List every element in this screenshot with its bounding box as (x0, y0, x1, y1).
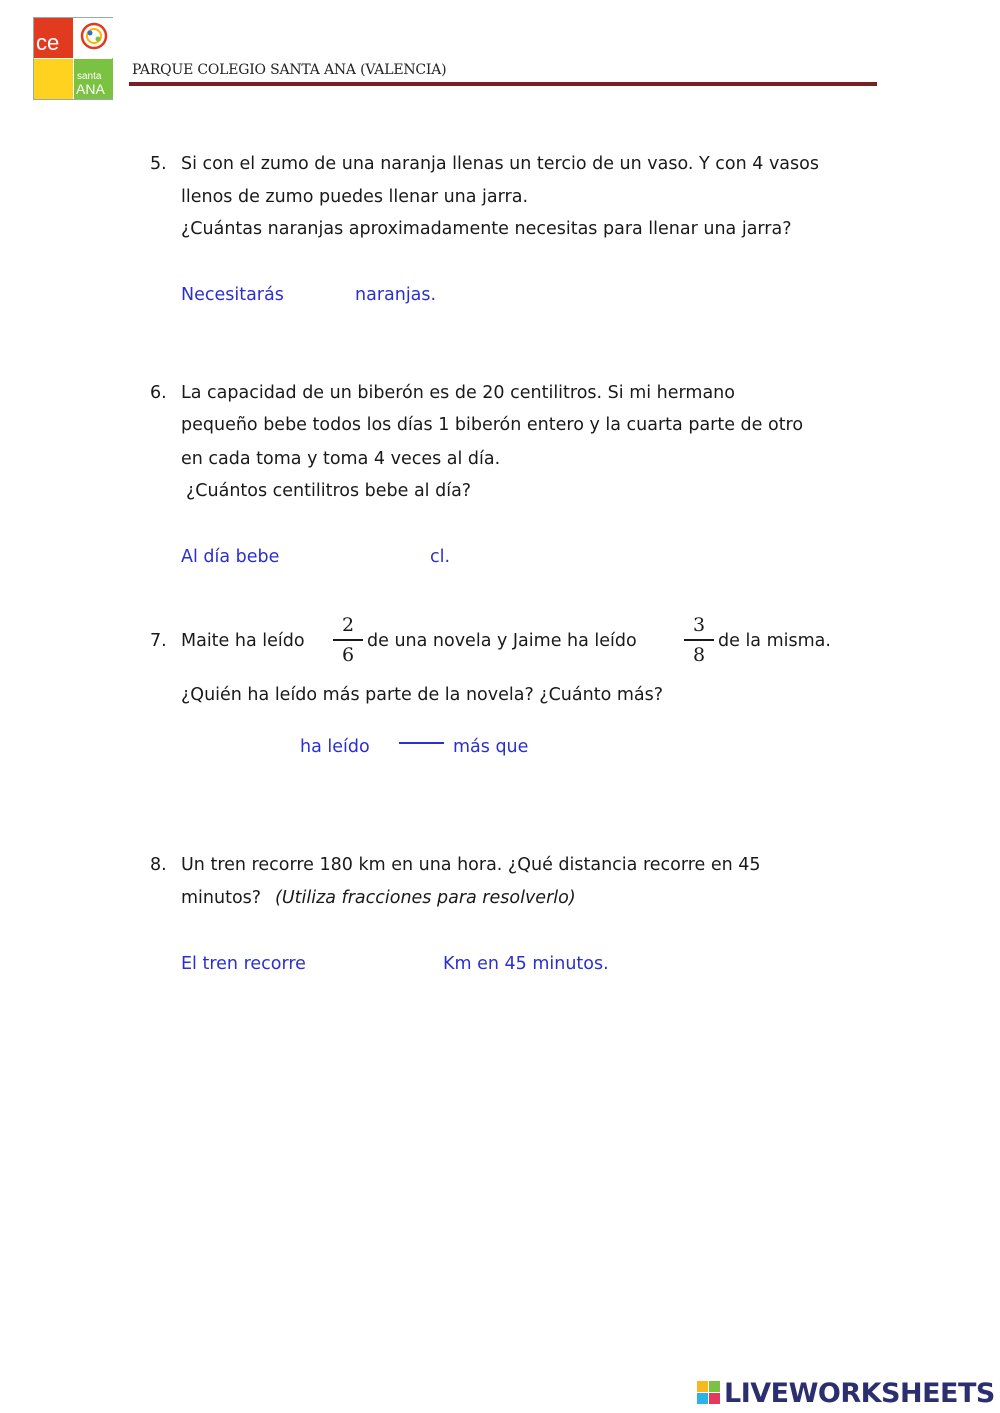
q7-fraction-3-8 (684, 616, 714, 665)
school-logo (33, 17, 113, 100)
q7-answer-mid: ha leído (300, 737, 370, 757)
q8-answer-suffix: Km en 45 minutos. (443, 954, 609, 974)
q8-line1: Un tren recorre 180 km en una hora. ¿Qué distancia recorre en 45 (181, 855, 761, 875)
q7-fraction-blank-line (399, 742, 444, 744)
q6-answer-prefix: Al día bebe (181, 547, 280, 567)
logo-emblem-block (74, 18, 113, 58)
q6-line2: pequeño bebe todos los días 1 biberón entero y la cuarta parte de otro (181, 415, 804, 435)
q7-part1: Maite ha leído (181, 631, 305, 651)
q7-frac2-denominator: 8 (692, 643, 706, 666)
q7-part3: de la misma. (718, 631, 831, 651)
liveworksheets-icon (697, 1381, 721, 1405)
q8-line2-italic: (Utiliza fracciones para resolverlo) (275, 888, 576, 908)
q8-answer-prefix: El tren recorre (181, 954, 306, 974)
q6-line1: La capacidad de un biberón es de 20 centilitros. Si mi hermano (181, 383, 735, 403)
q6-line4: ¿Cuántos centilitros bebe al día? (186, 481, 472, 501)
q6-line3: en cada toma y toma 4 veces al día. (181, 449, 501, 469)
liveworksheets-wordmark: LIVEWORKSHEETS (724, 1378, 995, 1409)
emblem-icon (74, 18, 113, 58)
q7-fraction-2-6 (333, 616, 363, 665)
q5-line3: ¿Cuántas naranjas aproximadamente necesitas para llenar una jarra? (181, 219, 792, 239)
q7-frac1-denominator: 6 (341, 643, 355, 666)
header-rule (129, 82, 877, 86)
q6-number: 6. (150, 383, 167, 403)
q5-line1: Si con el zumo de una naranja llenas un tercio de un vaso. Y con 4 vasos (181, 154, 819, 174)
q8-line2: minutos? (181, 888, 262, 908)
logo-yellow-block (34, 59, 73, 99)
logo-ce-text: ce (36, 30, 60, 55)
q7-frac1-bar (333, 639, 363, 641)
q5-line2: llenos de zumo puedes llenar una jarra. (181, 187, 529, 207)
q7-answer-end: más que (453, 737, 529, 757)
q7-frac2-bar (684, 639, 714, 641)
q5-answer-prefix: Necesitarás (181, 285, 284, 305)
q7-part2: de una novela y Jaime ha leído (367, 631, 637, 651)
q7-number: 7. (150, 631, 167, 651)
q7-question: ¿Quién ha leído más parte de la novela? ¿Cuánto más? (181, 685, 664, 705)
q7-frac2-numerator: 3 (692, 614, 706, 636)
q6-answer-suffix: cl. (430, 547, 451, 567)
logo-santa-text: santa (77, 71, 102, 82)
q7-frac1-numerator: 2 (341, 614, 355, 636)
q8-number: 8. (150, 855, 167, 875)
q5-answer-suffix: naranjas. (355, 285, 437, 305)
q5-number: 5. (150, 154, 167, 174)
logo-ana-text: ANA (76, 81, 105, 97)
header-title: PARQUE COLEGIO SANTA ANA (VALENCIA) (132, 62, 447, 78)
